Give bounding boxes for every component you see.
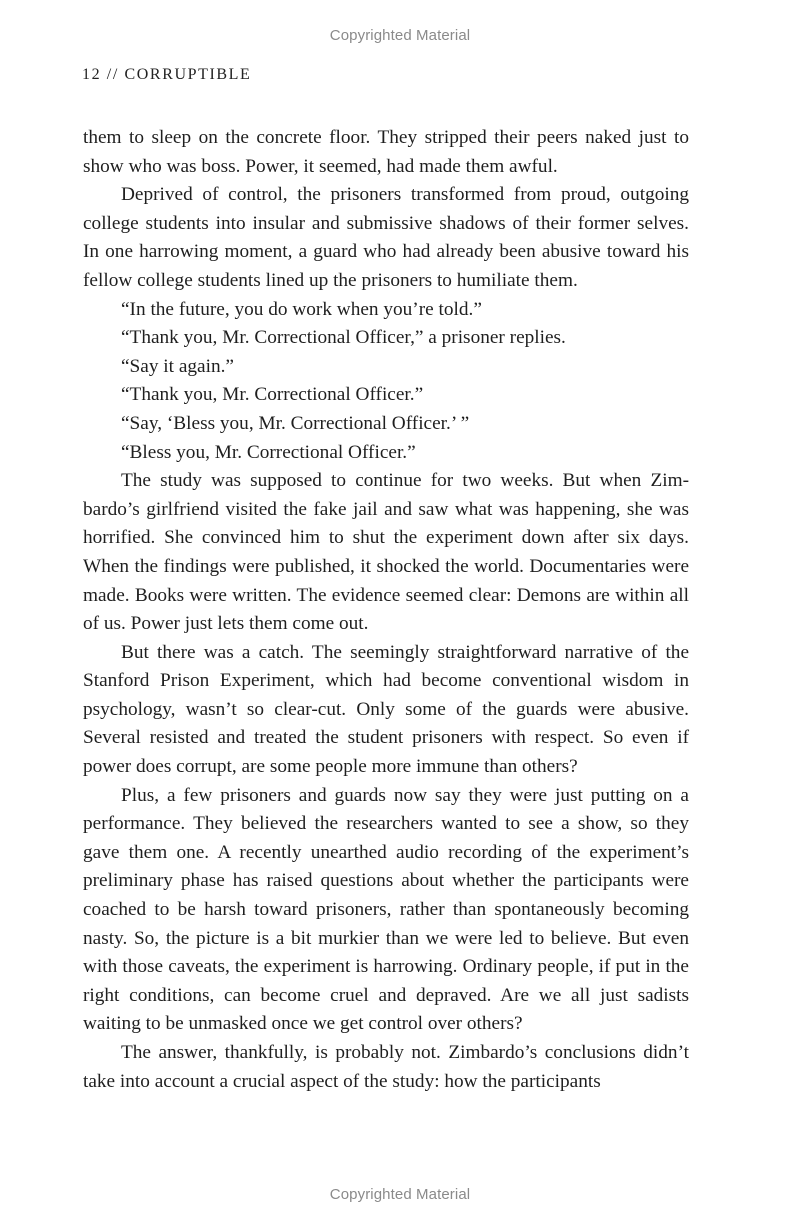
dialogue-line: “Thank you, Mr. Correctional Officer.” [121, 384, 424, 406]
paragraph: Deprived of control, the prisoners transformed from proud, outgoing college students into insular and submissive shadows of their former selves. In one harrowing moment, a guard who had already been abusive toward his fellow college students lined up the prisoners to humiliate them. [83, 184, 689, 291]
copyright-watermark-top: Copyrighted Material [329, 27, 471, 44]
paragraph: But there was a catch. The seemingly straightforward narrative of the Stanford Prison Experiment, which had become conventional wisdom in psychology, wasn’t so clear-cut. Only some of the guards were abusive. Several resisted and treated the student prisoners with respect. So even if power does corrupt, are some people more immune than others? [83, 641, 689, 778]
paragraph: them to sleep on the concrete floor. They stripped their peers naked just to show who was boss. Power, it seemed, had made them awful. [83, 127, 689, 177]
dialogue-line: “Thank you, Mr. Correctional Officer,” a prisoner replies. [121, 327, 566, 349]
dialogue-line: “Say it again.” [121, 355, 234, 377]
body-text [83, 124, 689, 1096]
running-head: 12 // CORRUPTIBLE [82, 66, 252, 83]
dialogue-line: “In the future, you do work when you’re told.” [121, 298, 482, 320]
paragraph: The answer, thankfully, is probably not. Zimbardo’s conclusions didn’t take into account a crucial aspect of the study: how the participants [83, 1042, 689, 1092]
dialogue-line: “Bless you, Mr. Correctional Officer.” [121, 441, 416, 463]
dialogue-line: “Say, ‘Bless you, Mr. Correctional Officer.’ ” [121, 412, 470, 434]
paragraph: Plus, a few prisoners and guards now say they were just putting on a performance. They believed the researchers wanted to see a show, so they gave them one. A recently unearthed audio recording of the experiment’s preliminary phase has raised questions about whether the participants were coached to be harsh toward prisoners, rather than spontaneously becoming nasty. So, the picture is a bit murkier than we were led to believe. But even with those caveats, the experiment is harrowing. Ordinary people, if put in the right conditions, can become cruel and depraved. Are we all just sadists waiting to be unmasked once we get control over others? [83, 784, 689, 1035]
paragraph: The study was supposed to continue for two weeks. But when Zimbardo’s girlfriend visited the fake jail and saw what was happening, she was horrified. She convinced him to shut the experiment down after six days. When the findings were published, it shocked the world. Documentaries were made. Books were written. The evidence seemed clear: Demons are within all of us. Power just lets them come out. [83, 470, 689, 635]
copyright-watermark-bottom: Copyrighted Material [329, 1186, 471, 1203]
